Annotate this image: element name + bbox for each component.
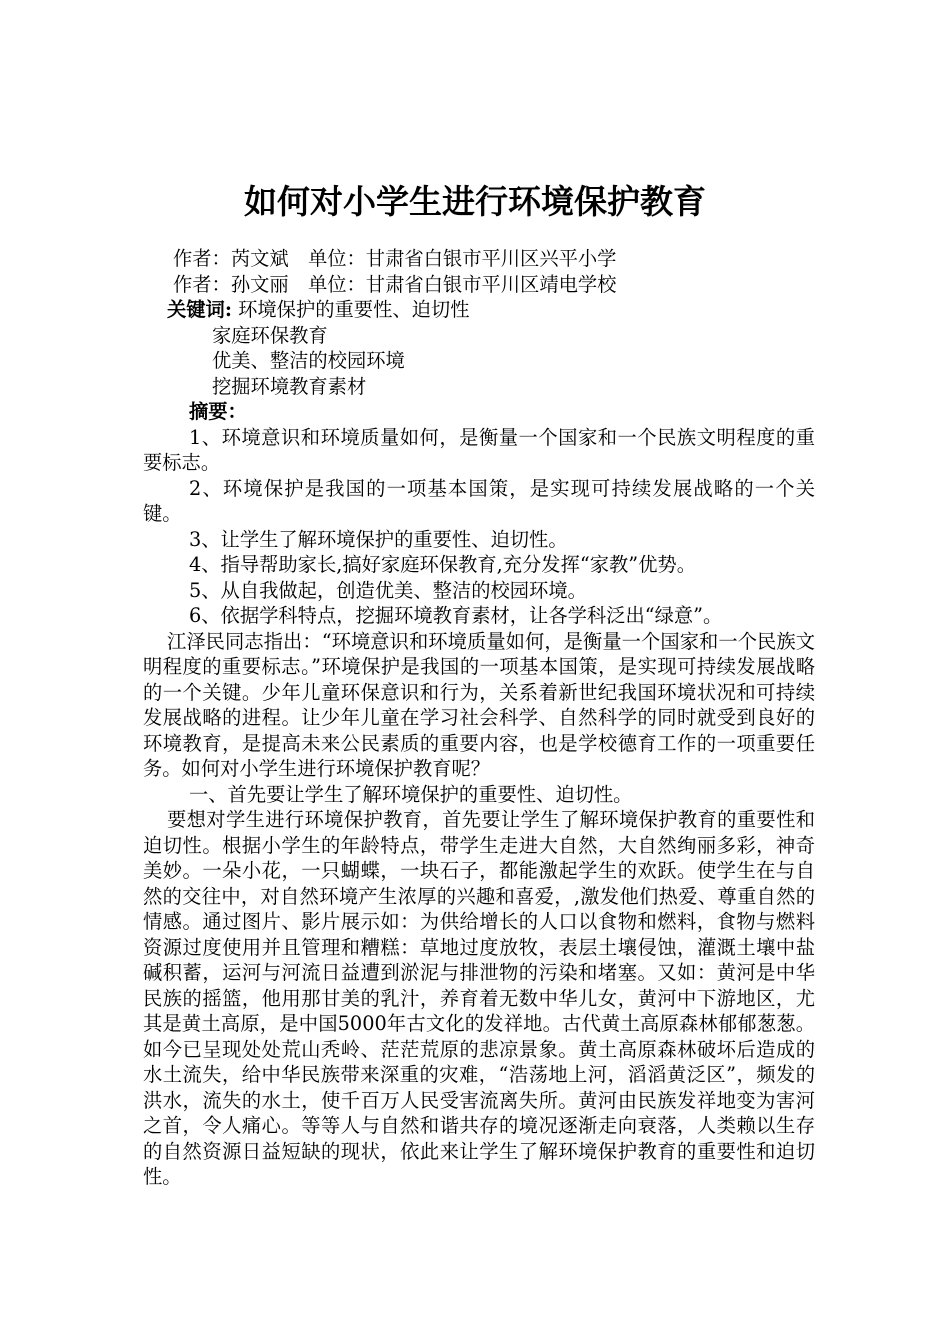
keyword-item: 环境保护的重要性、迫切性 <box>238 298 470 321</box>
keywords-label: 关键词: <box>167 298 232 321</box>
abstract-item: 1、环境意识和环境质量如何，是衡量一个国家和一个民族文明程度的重要标志。 <box>143 425 815 474</box>
author-line: 作者：芮文斌 单位：甘肃省白银市平川区兴平小学 <box>173 247 617 270</box>
document-title: 如何对小学生进行环境保护教育 <box>244 182 706 221</box>
abstract-item: 2、环境保护是我国的一项基本国策，是实现可持续发展战略的一个关键。 <box>143 476 815 525</box>
abstract-label: 摘要： <box>189 400 247 423</box>
document-body <box>143 246 815 1190</box>
keyword-item: 优美、整洁的校园环境 <box>212 349 405 372</box>
abstract-item: 3、让学生了解环境保护的重要性、迫切性。 <box>189 527 568 551</box>
keywords-line <box>143 297 815 323</box>
keyword-item: 挖掘环境教育素材 <box>212 374 367 398</box>
intro-paragraph: 江泽民同志指出：“环境意识和环境质量如何，是衡量一个国家和一个民族文明程度的重要标志。”环境保护是我国的一项基本国策，是实现可持续发展战略的一个关键。少年儿童环保意识和行为，关系着新世纪我国环境状况和可持续发展战略的进程。让少年儿童在学习社会科学、自然科学的同时就受到良好的环境教育，是提高未来公民素质的重要内容，也是学校德育工作的一项重要任务。如何对小学生进行环境保护教育呢？ <box>143 629 815 780</box>
section-paragraph: 要想对学生进行环境保护教育，首先要让学生了解环境保护教育的重要性和迫切性。根据小学生的年龄特点，带学生走进大自然，大自然绚丽多彩，神奇美妙。一朵小花，一只蝴蝶，一块石子，都能激起学生的欢跃。使学生在与自然的交往中，对自然环境产生浓厚的兴趣和喜爱，,激发他们热爱、尊重自然的情感。通过图片、影片展示如：为供给增长的人口以食物和燃料，食物与燃料资源过度使用并且管理和糟糕：草地过度放牧，表层土壤侵蚀，灌溉土壤中盐碱积蓄，运河与河流日益遭到淤泥与排泄物的污染和堵塞。又如：黄河是中华民族的摇篮，他用那甘美的乳汁，养育着无数中华儿女，黄河中下游地区，尤其是黄土高原，是中国5000年古文化的发祥地。古代黄土高原森林郁郁葱葱。如今已呈现处处荒山秃岭、茫茫荒原的悲凉景象。黄土高原森林破坏后造成的水土流失，给中华民族带来深重的灾难，“浩荡地上河，滔滔黄泛区”，频发的洪水，流失的水土，使千百万人民受害流离失所。黄河由民族发祥地变为害河之首，令人痛心。等等人与自然和谐共存的境况逐渐走向衰落，人类赖以生存的自然资源日益短缺的现状，依此来让学生了解环境保护教育的重要性和迫切性。 <box>143 808 815 1188</box>
author-line: 作者：孙文丽 单位：甘肃省白银市平川区靖电学校 <box>173 272 617 296</box>
abstract-item: 6、依据学科特点，挖掘环境教育素材，让各学科泛出“绿意”。 <box>189 604 723 627</box>
abstract-item: 4、指导帮助家长,搞好家庭环保教育,充分发挥“家教”优势。 <box>189 553 696 576</box>
keyword-item: 家庭环保教育 <box>212 323 328 347</box>
section-heading: 一、首先要让学生了解环境保护的重要性、迫切性。 <box>189 782 633 806</box>
abstract-item: 5、从自我做起，创造优美、整洁的校园环境。 <box>189 578 587 602</box>
